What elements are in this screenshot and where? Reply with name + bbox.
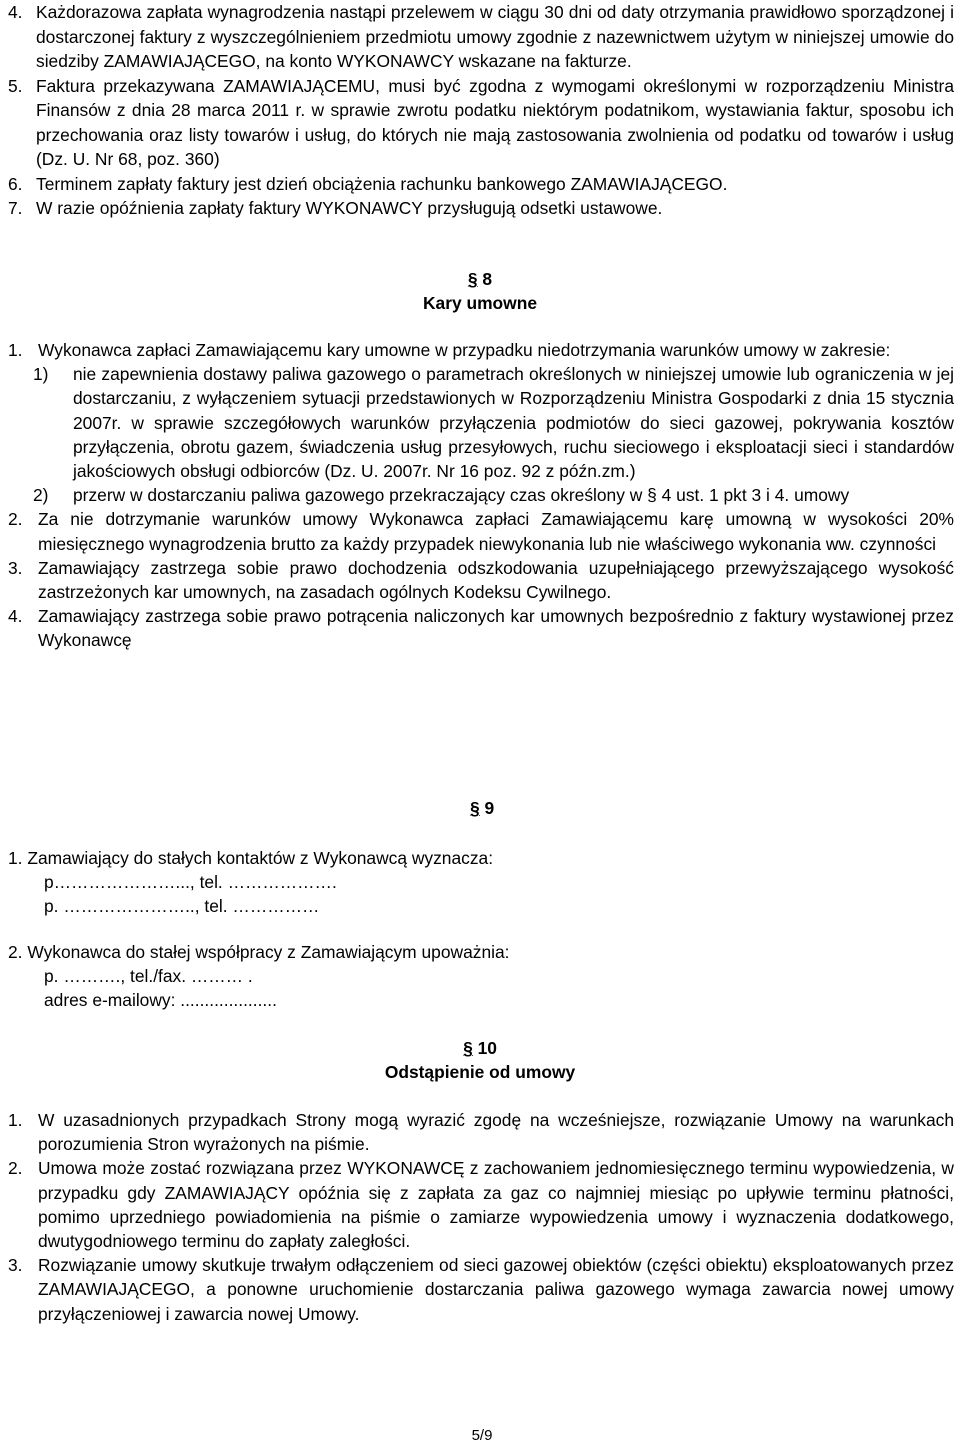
item-number: 7. [8, 198, 23, 218]
payment-terms-list [8, 0, 954, 221]
item-number: 3. [8, 1255, 23, 1276]
contacts-block [8, 846, 954, 918]
sub-item-text: przerw w dostarczaniu paliwa gazowego przekraczający czas określony w § 4 ust. 1 pkt 3 i 4. umowy [73, 485, 850, 506]
list-item [8, 1253, 954, 1326]
contact-line: 1. Zamawiający do stałych kontaktów z Wykonawcą wyznacza: [8, 848, 494, 868]
section-number: 8 [482, 269, 493, 289]
item-text: Zamawiający zastrzega sobie prawo potrącenia naliczonych kar umownych bezpośrednio z faktury wystawionej przez Wykonawcę [38, 606, 954, 651]
list-item [8, 338, 954, 362]
sub-item [33, 483, 954, 507]
item-text: Terminem zapłaty faktury jest dzień obciążenia rachunku bankowego ZAMAWIAJĄCEGO. [36, 173, 728, 194]
item-number: 1. [8, 340, 23, 360]
sub-item-number: 2) [33, 485, 49, 506]
list-item [8, 0, 954, 74]
list-item [8, 1108, 954, 1156]
list-item [8, 507, 954, 555]
paragraph-symbol: § [463, 1038, 473, 1058]
sub-item-text: nie zapewnienia dostawy paliwa gazowego o parametrach określonych w niniejszej umowie lub ograniczenia w jej dostarczaniu, z wyłączeniem sytuacji przedstawionych w Rozporządzeniu Ministra Gospodarki z dnia 15 stycznia 2007r. w sprawie szczegółowych warunków przyłączenia podmiotów do sieci gazowej, pokrywania kosztów przyłączenia, obrotu gazem, świadczenia usług przesyłowych, ruchu sieciowego i eksploatacji sieci i standardów jakościowych obsługi odbiorców (Dz. U. 2007r. Nr 16 poz. 92 z późn.zm.) [73, 364, 954, 482]
item-text: W razie opóźnienia zapłaty faktury WYKONAWCY przysługują odsetki ustawowe. [36, 198, 663, 218]
paragraph-symbol: § [467, 269, 478, 289]
paragraph-symbol: § [470, 798, 480, 818]
sub-item-number: 1) [33, 364, 49, 385]
item-number: 6. [8, 173, 23, 194]
list-item [8, 74, 954, 172]
item-text: Umowa może zostać rozwiązana przez WYKONAWCĘ z zachowaniem jednomiesięcznego terminu wypowiedzenia, w przypadku gdy ZAMAWIAJĄCY opóźnia się z zapłata za gaz co najmniej miesiąc po upływie terminu płatności, pomimo uprzedniego powiadomienia na piśmie o zamiarze wypowiedzenia umowy i wyznaczenia dodatkowego, dwutygodniowego terminu do zapłaty zaległości. [38, 1158, 954, 1252]
list-item [8, 604, 954, 652]
page-number: 5/9 [471, 1427, 493, 1444]
section-number: 9 [484, 798, 495, 818]
section-10-heading [0, 1036, 960, 1060]
section-8-title: Kary umowne [422, 293, 538, 313]
contact-line: 2. Wykonawca do stałej współpracy z Zamawiającym upoważnia: [8, 942, 510, 962]
contact-line: p. ………., tel./fax. ……… . [44, 966, 253, 986]
contact-line: p. ………………….., tel. …………… [44, 896, 320, 916]
penalties-list [8, 338, 954, 653]
list-item [8, 196, 954, 221]
item-number: 4. [8, 2, 23, 22]
sub-item [33, 362, 954, 483]
item-number: 2. [8, 509, 23, 530]
list-item [8, 556, 954, 604]
section-number: 10 [477, 1038, 497, 1058]
contacts-block [8, 940, 954, 1012]
item-text: Wykonawca zapłaci Zamawiającemu kary umowne w przypadku niedotrzymania warunków umowy w zakresie: [38, 340, 891, 360]
list-item [8, 1156, 954, 1253]
item-number: 5. [8, 75, 23, 96]
item-number: 4. [8, 606, 23, 627]
item-number: 1. [8, 1110, 23, 1130]
item-text: Każdorazowa zapłata wynagrodzenia nastąpi przelewem w ciągu 30 dni od daty otrzymania prawidłowo sporządzonej i dostarczonej faktury z wyszczególnieniem przedmiotu umowy zgodnie z nazewnictwem użytym w niniejszej umowie do siedziby ZAMAWIAJĄCEGO, na konto WYKONAWCY wskazane na fakturze. [36, 2, 954, 71]
list-item [8, 172, 954, 197]
contact-line: adres e-mailowy: .................... [44, 990, 277, 1010]
section-10-title: Odstąpienie od umowy [384, 1062, 576, 1082]
section-8-heading [0, 267, 960, 291]
item-text: Faktura przekazywana ZAMAWIAJĄCEMU, musi być zgodna z wymogami określonymi w rozporządzeniu Ministra Finansów z dnia 28 marca 2011 r. w sprawie zwrotu podatku niektórym podatnikom, wystawiania faktur, sposobu ich przechowania oraz listy towarów i usług, do których nie mają zastosowania zwolnienia od podatku od towarów i usług (Dz. U. Nr 68, poz. 360) [36, 75, 954, 169]
withdrawal-list [8, 1108, 954, 1326]
contact-line: p…………………..., tel. ………………. [44, 872, 337, 892]
item-text: Za nie dotrzymanie warunków umowy Wykonawca zapłaci Zamawiającemu karę umowną w wysokości 20% miesięcznego wynagrodzenia brutto za każdy przypadek niewykonania lub nie właściwego wykonania ww. czynności [38, 509, 954, 554]
item-text: W uzasadnionych przypadkach Strony mogą wyrazić zgodę na wcześniejsze, rozwiązanie Umowy na warunkach porozumienia Stron wyrażonych na piśmie. [38, 1110, 954, 1155]
item-number: 3. [8, 557, 23, 578]
section-9-heading [470, 796, 530, 820]
item-text: Rozwiązanie umowy skutkuje trwałym odłączeniem od sieci gazowej obiektów (części obiektu) eksploatowanych przez ZAMAWIAJĄCEGO, a ponowne uruchomienie dostarczania paliwa gazowego wymaga zawarcia nowej umowy przyłączeniowej i zawarcia nowej Umowy. [38, 1255, 954, 1324]
item-text: Zamawiający zastrzega sobie prawo dochodzenia odszkodowania uzupełniającego przewyższającego wysokość zastrzeżonych kar umownych, na zasadach ogólnych Kodeksu Cywilnego. [38, 557, 954, 603]
item-number: 2. [8, 1158, 23, 1179]
